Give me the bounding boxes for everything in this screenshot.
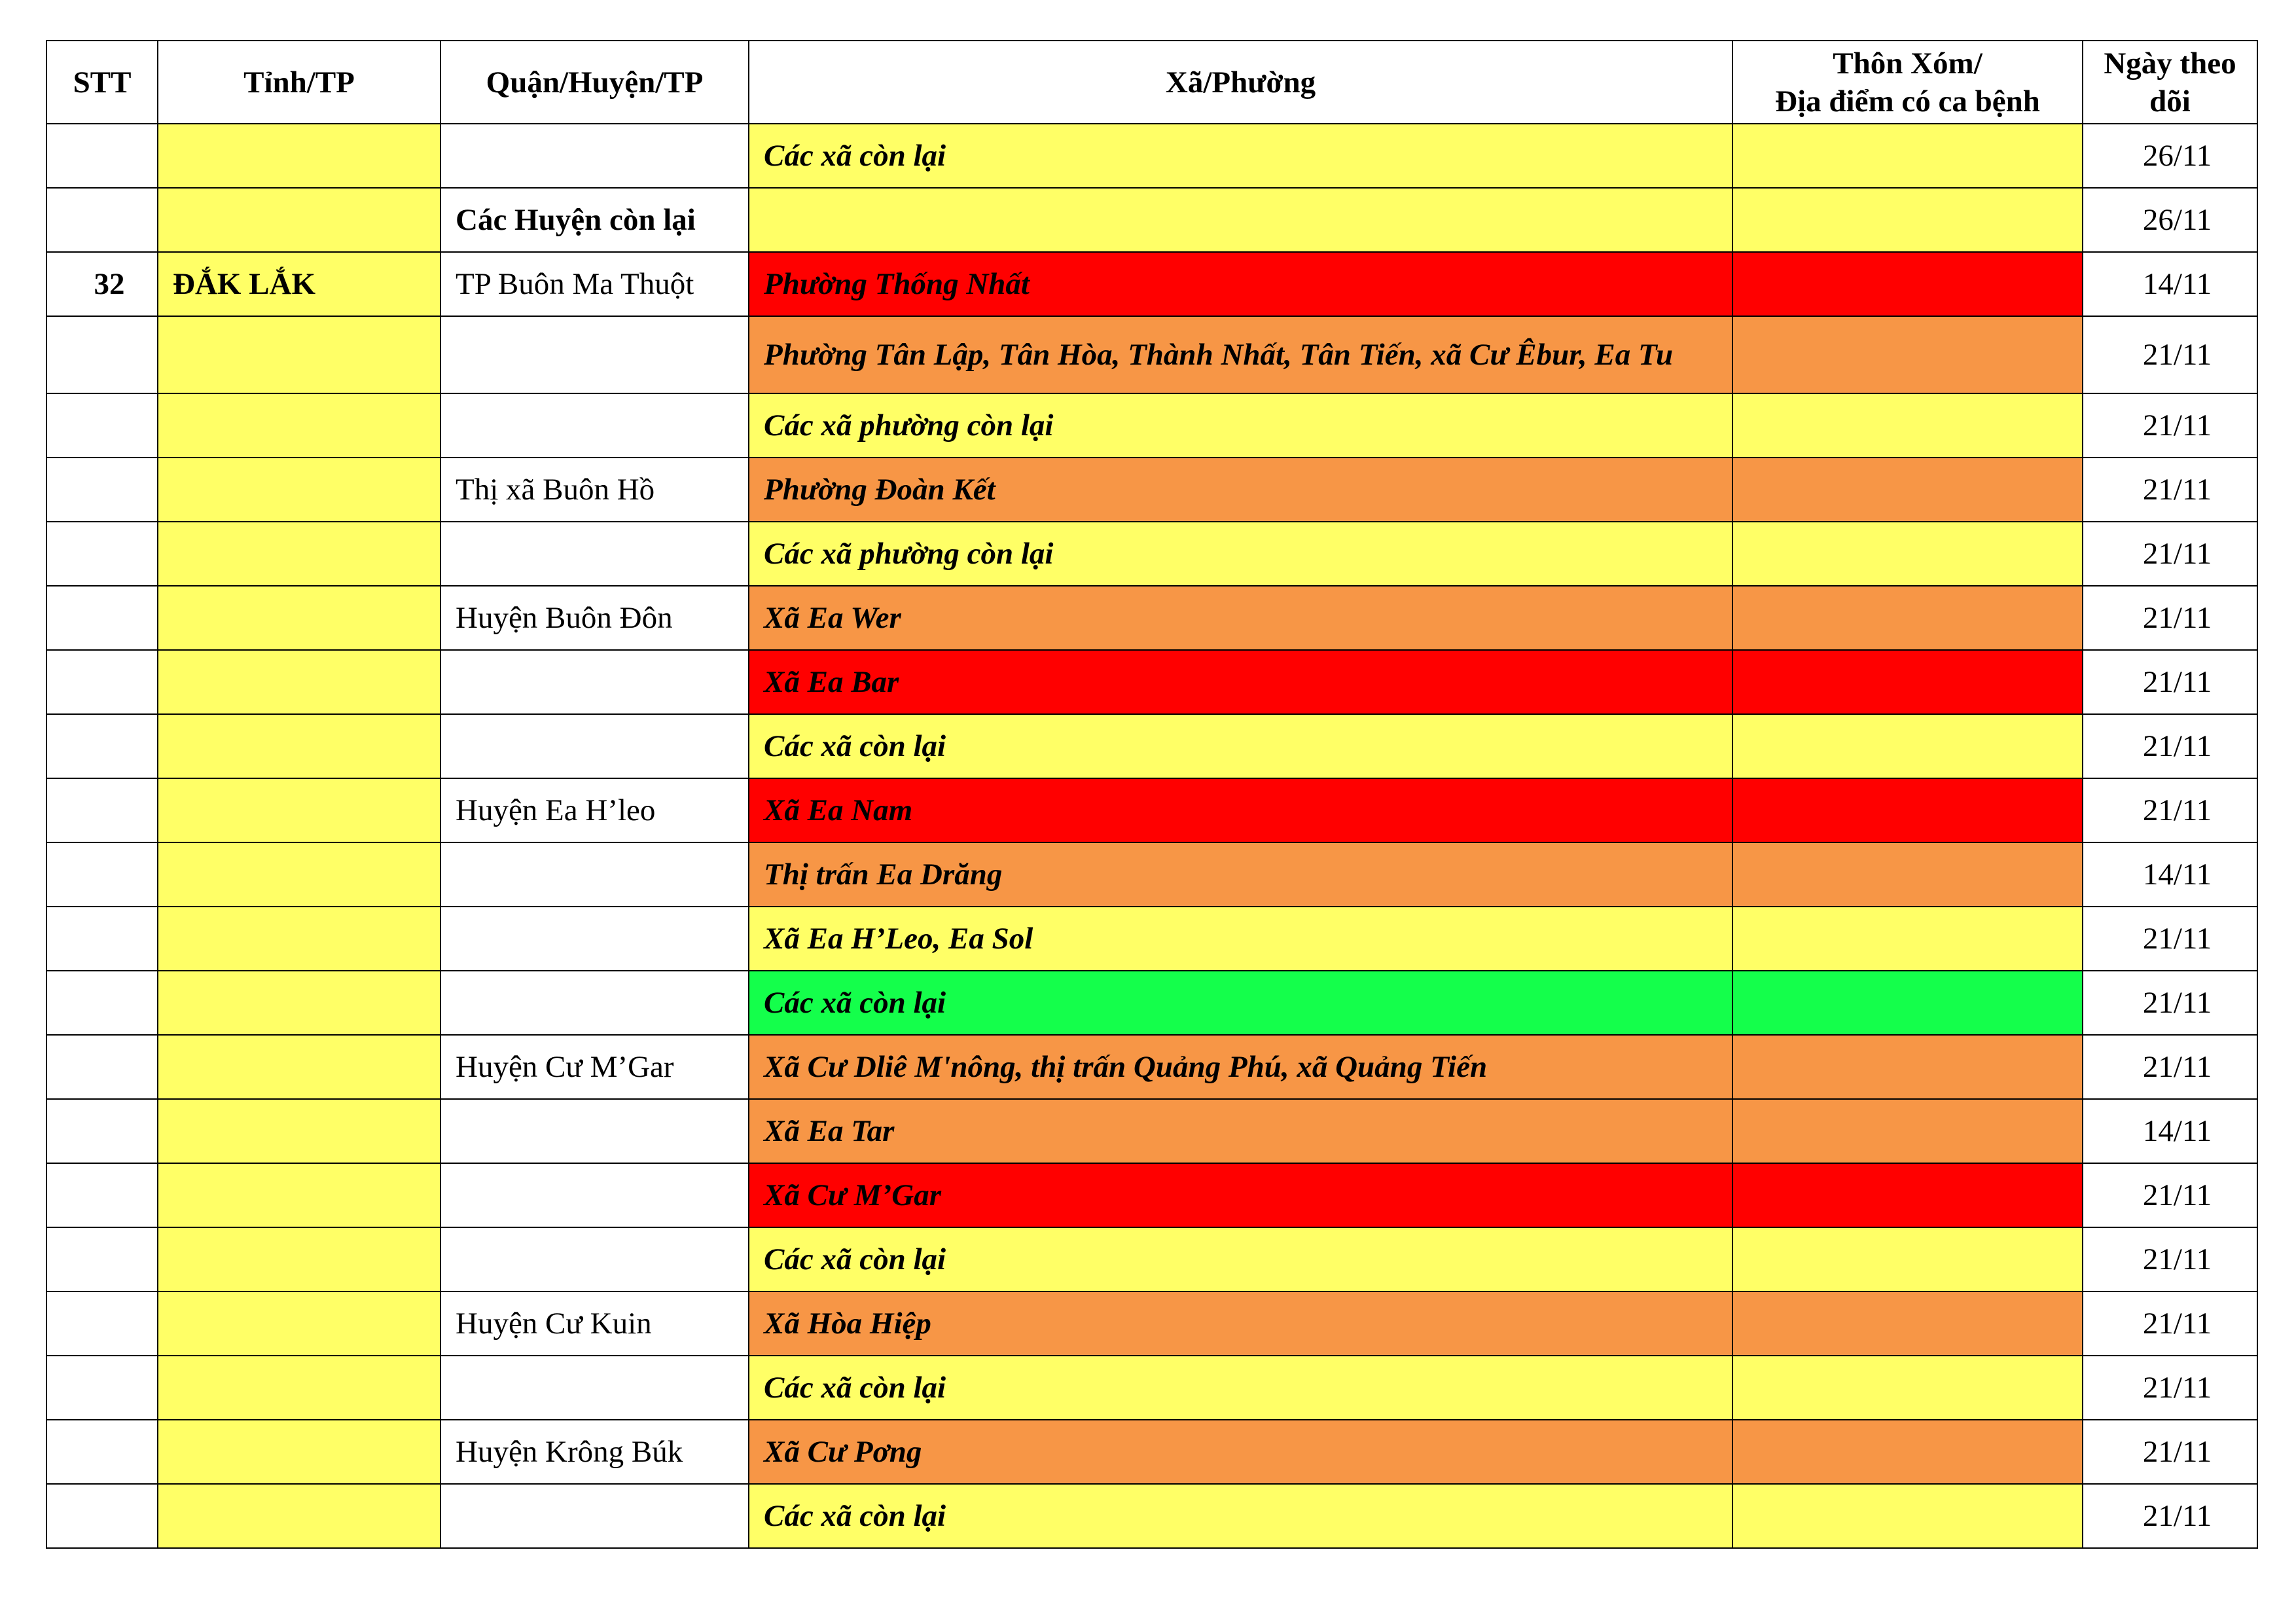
cell-province xyxy=(158,1099,440,1163)
cell-district xyxy=(440,1227,749,1291)
cell-stt xyxy=(46,458,158,522)
cell-province xyxy=(158,124,440,188)
cell-province xyxy=(158,907,440,971)
cell-province xyxy=(158,714,440,778)
cell-commune: Phường Tân Lập, Tân Hòa, Thành Nhất, Tân Tiến, xã Cư Êbur, Ea Tu xyxy=(749,316,1732,393)
cell-stt xyxy=(46,842,158,907)
cell-stt xyxy=(46,188,158,252)
header-location xyxy=(1732,41,2083,124)
cell-date: 21/11 xyxy=(2083,907,2257,971)
cell-location xyxy=(1732,842,2083,907)
cell-location xyxy=(1732,188,2083,252)
cell-location xyxy=(1732,1291,2083,1356)
cell-commune: Các xã còn lại xyxy=(749,971,1732,1035)
cell-commune: Xã Ea Nam xyxy=(749,778,1732,842)
cell-location xyxy=(1732,586,2083,650)
cell-date: 21/11 xyxy=(2083,714,2257,778)
cell-province xyxy=(158,586,440,650)
table-row xyxy=(46,252,2257,316)
cell-province xyxy=(158,1163,440,1227)
header-date-line2: dõi xyxy=(2149,84,2191,118)
cell-province xyxy=(158,1420,440,1484)
cell-location xyxy=(1732,458,2083,522)
cell-date: 21/11 xyxy=(2083,586,2257,650)
cell-location xyxy=(1732,714,2083,778)
cell-location xyxy=(1732,124,2083,188)
table-row xyxy=(46,188,2257,252)
cell-location xyxy=(1732,1420,2083,1484)
cell-location xyxy=(1732,971,2083,1035)
cell-date: 21/11 xyxy=(2083,1227,2257,1291)
cell-date: 21/11 xyxy=(2083,1291,2257,1356)
table-row xyxy=(46,1484,2257,1548)
cell-district xyxy=(440,714,749,778)
cell-commune: Xã Ea Wer xyxy=(749,586,1732,650)
cell-commune: Xã Cư Pơng xyxy=(749,1420,1732,1484)
cell-province xyxy=(158,1356,440,1420)
cell-stt: 32 xyxy=(46,252,158,316)
cell-district: Huyện Buôn Đôn xyxy=(440,586,749,650)
cell-stt xyxy=(46,522,158,586)
header-location-line2: Địa điểm có ca bệnh xyxy=(1775,84,2040,118)
header-date-line1: Ngày theo xyxy=(2104,46,2236,81)
header-district: Quận/Huyện/TP xyxy=(440,41,749,124)
cell-province xyxy=(158,778,440,842)
header-location-line1: Thôn Xóm/ xyxy=(1833,46,1982,81)
cell-province xyxy=(158,522,440,586)
table-row xyxy=(46,1291,2257,1356)
table-row xyxy=(46,971,2257,1035)
cell-district xyxy=(440,971,749,1035)
table-body xyxy=(46,124,2257,1548)
cell-commune: Xã Ea Tar xyxy=(749,1099,1732,1163)
cell-stt xyxy=(46,586,158,650)
cell-district xyxy=(440,1356,749,1420)
cell-stt xyxy=(46,1484,158,1548)
cell-location xyxy=(1732,907,2083,971)
cell-district: Huyện Ea H’leo xyxy=(440,778,749,842)
cell-district xyxy=(440,316,749,393)
table-row xyxy=(46,124,2257,188)
cell-district: TP Buôn Ma Thuột xyxy=(440,252,749,316)
cell-stt xyxy=(46,393,158,458)
cell-stt xyxy=(46,1035,158,1099)
cell-date: 21/11 xyxy=(2083,1356,2257,1420)
cell-district xyxy=(440,907,749,971)
cell-location xyxy=(1732,252,2083,316)
epidemic-level-table xyxy=(46,40,2258,1549)
table-row xyxy=(46,1356,2257,1420)
cell-district: Huyện Krông Búk xyxy=(440,1420,749,1484)
cell-province xyxy=(158,971,440,1035)
cell-district xyxy=(440,650,749,714)
table-row xyxy=(46,316,2257,393)
cell-district: Thị xã Buôn Hồ xyxy=(440,458,749,522)
cell-date: 21/11 xyxy=(2083,1163,2257,1227)
cell-province xyxy=(158,1291,440,1356)
cell-commune: Xã Hòa Hiệp xyxy=(749,1291,1732,1356)
table-row xyxy=(46,586,2257,650)
cell-date: 21/11 xyxy=(2083,778,2257,842)
table-row xyxy=(46,907,2257,971)
cell-district: Huyện Cư M’Gar xyxy=(440,1035,749,1099)
cell-stt xyxy=(46,1291,158,1356)
cell-province xyxy=(158,316,440,393)
cell-district xyxy=(440,393,749,458)
cell-location xyxy=(1732,1099,2083,1163)
cell-commune: Phường Đoàn Kết xyxy=(749,458,1732,522)
cell-commune: Các xã phường còn lại xyxy=(749,522,1732,586)
cell-date: 21/11 xyxy=(2083,971,2257,1035)
table-row xyxy=(46,1163,2257,1227)
cell-location xyxy=(1732,778,2083,842)
table-row xyxy=(46,458,2257,522)
cell-stt xyxy=(46,650,158,714)
cell-stt xyxy=(46,1163,158,1227)
table-row xyxy=(46,393,2257,458)
header-stt: STT xyxy=(46,41,158,124)
cell-province xyxy=(158,1484,440,1548)
cell-commune: Thị trấn Ea Drăng xyxy=(749,842,1732,907)
cell-date: 14/11 xyxy=(2083,842,2257,907)
table-row xyxy=(46,650,2257,714)
cell-commune: Xã Ea Bar xyxy=(749,650,1732,714)
cell-province xyxy=(158,842,440,907)
cell-commune: Xã Cư M’Gar xyxy=(749,1163,1732,1227)
cell-district: Các Huyện còn lại xyxy=(440,188,749,252)
cell-location xyxy=(1732,1227,2083,1291)
cell-province xyxy=(158,188,440,252)
cell-stt xyxy=(46,971,158,1035)
cell-date: 21/11 xyxy=(2083,1035,2257,1099)
cell-province xyxy=(158,650,440,714)
header-province: Tỉnh/TP xyxy=(158,41,440,124)
cell-district xyxy=(440,522,749,586)
cell-commune: Các xã còn lại xyxy=(749,1227,1732,1291)
cell-province xyxy=(158,458,440,522)
table-row xyxy=(46,1420,2257,1484)
cell-province xyxy=(158,1227,440,1291)
cell-commune: Phường Thống Nhất xyxy=(749,252,1732,316)
cell-stt xyxy=(46,316,158,393)
cell-stt xyxy=(46,124,158,188)
cell-location xyxy=(1732,1356,2083,1420)
table-row xyxy=(46,1099,2257,1163)
cell-stt xyxy=(46,1420,158,1484)
header-commune: Xã/Phường xyxy=(749,41,1732,124)
table-row xyxy=(46,522,2257,586)
table-row xyxy=(46,1227,2257,1291)
cell-date: 14/11 xyxy=(2083,1099,2257,1163)
table-row xyxy=(46,1035,2257,1099)
cell-commune: Xã Ea H’Leo, Ea Sol xyxy=(749,907,1732,971)
cell-commune: Các xã còn lại xyxy=(749,1484,1732,1548)
cell-stt xyxy=(46,778,158,842)
cell-district xyxy=(440,1099,749,1163)
cell-date: 21/11 xyxy=(2083,393,2257,458)
cell-commune: Các xã còn lại xyxy=(749,1356,1732,1420)
cell-stt xyxy=(46,1356,158,1420)
cell-location xyxy=(1732,393,2083,458)
cell-date: 21/11 xyxy=(2083,1420,2257,1484)
cell-location xyxy=(1732,522,2083,586)
cell-date: 21/11 xyxy=(2083,458,2257,522)
cell-location xyxy=(1732,316,2083,393)
cell-location xyxy=(1732,650,2083,714)
header-date xyxy=(2083,41,2257,124)
cell-date: 14/11 xyxy=(2083,252,2257,316)
cell-location xyxy=(1732,1163,2083,1227)
cell-province: ĐẮK LẮK xyxy=(158,252,440,316)
cell-district xyxy=(440,1484,749,1548)
cell-commune: Các xã còn lại xyxy=(749,714,1732,778)
cell-district xyxy=(440,842,749,907)
cell-date: 21/11 xyxy=(2083,316,2257,393)
cell-commune: Các xã còn lại xyxy=(749,124,1732,188)
cell-commune xyxy=(749,188,1732,252)
cell-date: 26/11 xyxy=(2083,124,2257,188)
table-row xyxy=(46,714,2257,778)
cell-location xyxy=(1732,1484,2083,1548)
cell-province xyxy=(158,1035,440,1099)
table-row xyxy=(46,842,2257,907)
cell-date: 21/11 xyxy=(2083,522,2257,586)
cell-stt xyxy=(46,1227,158,1291)
cell-stt xyxy=(46,1099,158,1163)
cell-district: Huyện Cư Kuin xyxy=(440,1291,749,1356)
cell-district xyxy=(440,124,749,188)
cell-date: 26/11 xyxy=(2083,188,2257,252)
cell-date: 21/11 xyxy=(2083,1484,2257,1548)
cell-commune: Xã Cư Dliê M'nông, thị trấn Quảng Phú, xã Quảng Tiến xyxy=(749,1035,1732,1099)
cell-stt xyxy=(46,907,158,971)
cell-location xyxy=(1732,1035,2083,1099)
table-row xyxy=(46,778,2257,842)
cell-commune: Các xã phường còn lại xyxy=(749,393,1732,458)
cell-district xyxy=(440,1163,749,1227)
cell-date: 21/11 xyxy=(2083,650,2257,714)
table-header-row xyxy=(46,41,2257,124)
cell-province xyxy=(158,393,440,458)
cell-stt xyxy=(46,714,158,778)
